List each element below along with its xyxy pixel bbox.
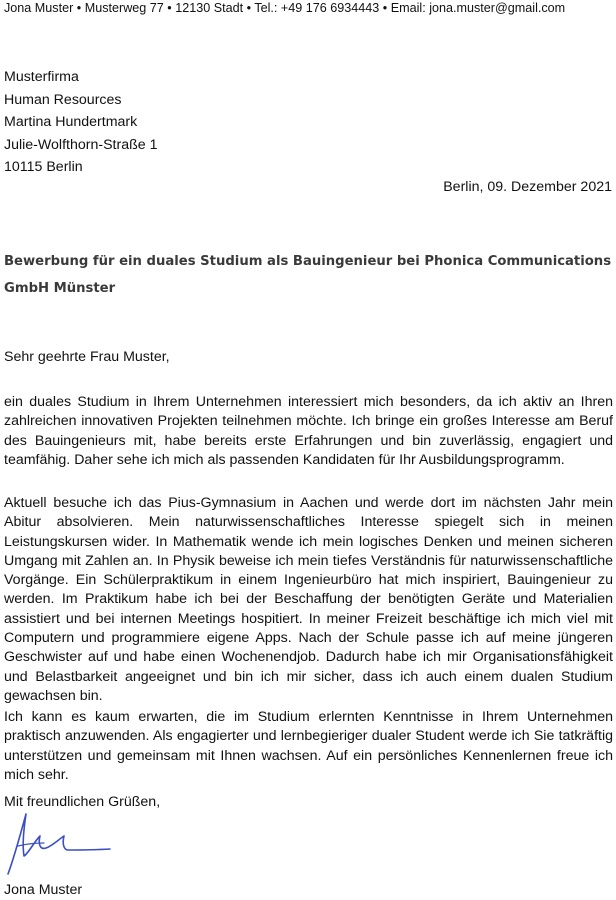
sender-address-line: Jona Muster • Musterweg 77 • 12130 Stadt • Tel.: +49 176 6934443 • Email: jona.muster@gmail.com (4, 1, 566, 15)
recipient-company: Musterfirma (4, 69, 79, 85)
letter-date: Berlin, 09. Dezember 2021 (443, 179, 612, 195)
signature-icon (4, 806, 116, 880)
signature-stroke-main (8, 814, 110, 874)
signer-name: Jona Muster (4, 882, 83, 898)
recipient-street: Julie-Wolfthorn-Straße 1 (4, 136, 158, 153)
recipient-city: 10115 Berlin (4, 159, 83, 175)
body-paragraph-1: ein duales Studium in Ihrem Unternehmen interessiert mich besonders, da ich aktiv an Ihren zahlreichen innovativen Projekten teilnehmen möchte. Ich bringe ein großes Interesse am Beruf des Bauingenieurs mit, habe bereits erste Erfahrungen und bin zuverlässig, engagiert und teamfähig. Daher sehe ich mich als passenden Kandidaten für Ihr Ausbildungsprogramm. (4, 394, 613, 468)
recipient-contact: Martina Hundertmark (4, 114, 138, 130)
body-paragraph-2: Aktuell besuche ich das Pius-Gymnasium in Aachen und werde dort im nächsten Jahr mein Abitur absolvieren. Mein naturwissenschaftliches Interesse spiegelt sich in meinen Leistungskursen wider. In Mathematik wende ich mein logisches Denken und meinen sicheren Umgang mit Zahlen an. In Physik beweise ich mein tiefes Verständnis für naturwissenschaftliche Vorgänge. Ein Schülerpraktikum in einem Ingenieurbüro hat mich inspiriert, Bauingenieur zu werden. Im Praktikum habe ich bei der Beschaffung der benötigten Geräte und Materialien assistiert und bei internen Meetings hospitiert. In meiner Freizeit beschäftige ich mich viel mit Computern und programmiere eigene Apps. Nach der Schule passe ich auf meine jüngeren Geschwister auf und habe einen Wochenendjob. Dadurch habe ich mir Organisationsfähigkeit und Belastbarkeit angeeignet und bin ich mir sicher, dass ich auch einem dualen Studium gewachsen bin. (4, 495, 613, 704)
letter-subject: Bewerbung für ein duales Studium als Bauingenieur bei Phonica Communications GmbH Münster (4, 254, 612, 296)
recipient-department: Human Resources (4, 91, 122, 108)
recipient-address-block (4, 66, 158, 179)
salutation: Sehr geehrte Frau Muster, (4, 349, 170, 365)
closing-phrase: Mit freundlichen Grüßen, (4, 794, 161, 810)
body-paragraph-3: Ich kann es kaum erwarten, die im Studium erlernten Kenntnisse in Ihrem Unternehmen praktisch anzuwenden. Als engagierter und lernbegieriger dualer Student werde ich Sie tatkräftig unterstützen und gemeinsam mit Ihnen wachsen. Auf ein persönliches Kennenlernen freue ich mich sehr. (4, 709, 613, 783)
